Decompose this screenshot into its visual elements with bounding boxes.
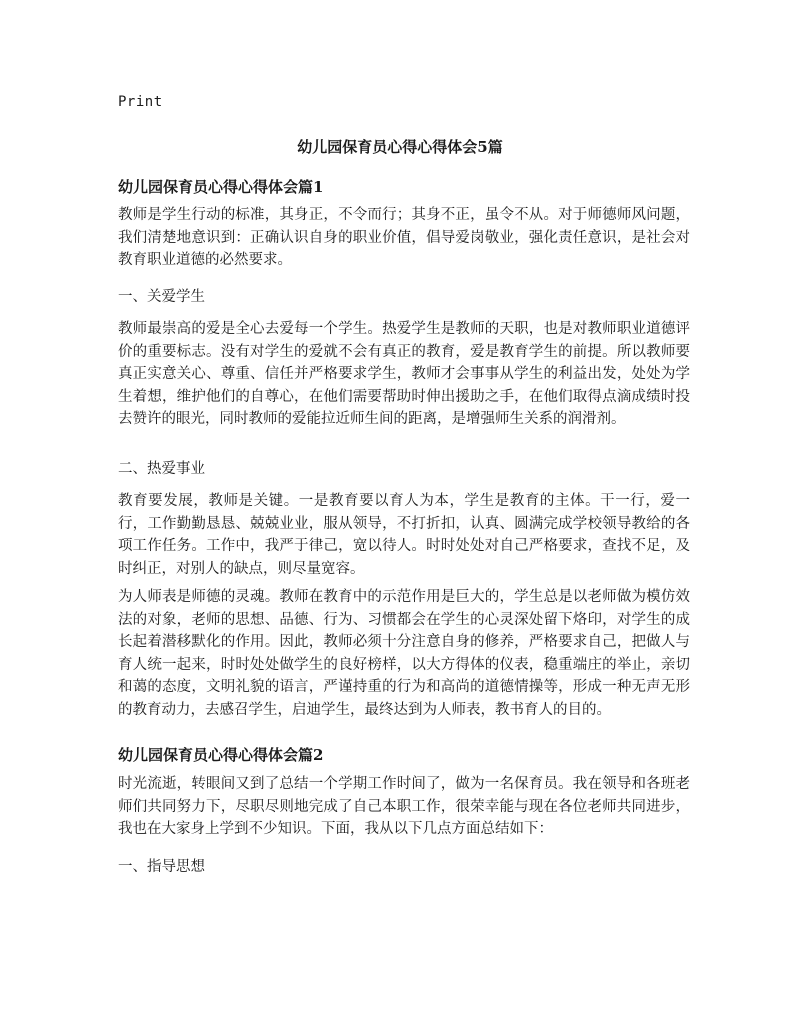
paragraph-care-students: 教师最崇高的爱是全心去爱每一个学生。热爱学生是教师的天职，也是对教师职业道德评价的重要标志。没有对学生的爱就不会有真正的教育，爱是教育学生的前提。所以教师要真正实意关心、尊重、信任并严格要求学生，教师才会事事从学生的利益出发，处处为学生着想，维护他们的自尊心，在他们需要帮助时伸出援助之手，在他们取得点滴成绩时投去赞许的眼光，同时教师的爱能拉近师生间的距离，是增强师生关系的润滑剂。 xyxy=(118,321,690,428)
paragraph-love-career: 教育要发展，教师是关键。一是教育要以育人为本，学生是教育的主体。干一行，爱一行，工作勤勤恳恳、兢兢业业，服从领导，不打折扣，认真、圆满完成学校领导教给的各项工作任务。工作中，我严于律己，宽以待人。时时处处对自己严格要求，查找不足，及时纠正，对别人的缺点，则尽量宽容。 xyxy=(118,493,690,577)
section-1-intro: 教师是学生行动的标准，其身正，不令而行；其身不正，虽令不从。对于师德师风问题，我们清楚地意识到：正确认识自身的职业价值，倡导爱岗敬业，强化责任意识，是社会对教育职业道德的必然要求。 xyxy=(118,207,690,269)
subheading-guiding-ideology: 一、指导思想 xyxy=(118,859,205,875)
section-heading-1: 幼儿园保育员心得心得体会篇1 xyxy=(118,178,324,196)
print-link[interactable]: Print xyxy=(118,94,163,110)
subheading-love-career: 二、热爱事业 xyxy=(118,461,205,477)
paragraph-role-model: 为人师表是师德的灵魂。教师在教育中的示范作用是巨大的，学生总是以老师做为模仿效法的对象，老师的思想、品德、行为、习惯都会在学生的心灵深处留下烙印，对学生的成长起着潜移默化的作用。因此，教师必须十分注意自身的修养，严格要求自己，把做人与育人统一起来，时时处处做学生的良好榜样，以大方得体的仪表，稳重端庄的举止，亲切和蔼的态度，文明礼貌的语言，严谨持重的行为和高尚的道德情操等，形成一种无声无形的教育动力，去感召学生，启迪学生，最终达到为人师表，教书育人的目的。 xyxy=(118,589,690,718)
document-title: 幼儿园保育员心得心得体会5篇 xyxy=(297,138,503,156)
section-2-intro: 时光流逝，转眼间又到了总结一个学期工作时间了，做为一名保育员。我在领导和各班老师们共同努力下，尽职尽则地完成了自己本职工作，很荣幸能与现在各位老师共同进步，我也在大家身上学到不少知识。下面，我从以下几点方面总结如下： xyxy=(118,776,690,838)
section-heading-2: 幼儿园保育员心得心得体会篇2 xyxy=(118,746,324,764)
subheading-care-students: 一、关爱学生 xyxy=(118,289,205,305)
